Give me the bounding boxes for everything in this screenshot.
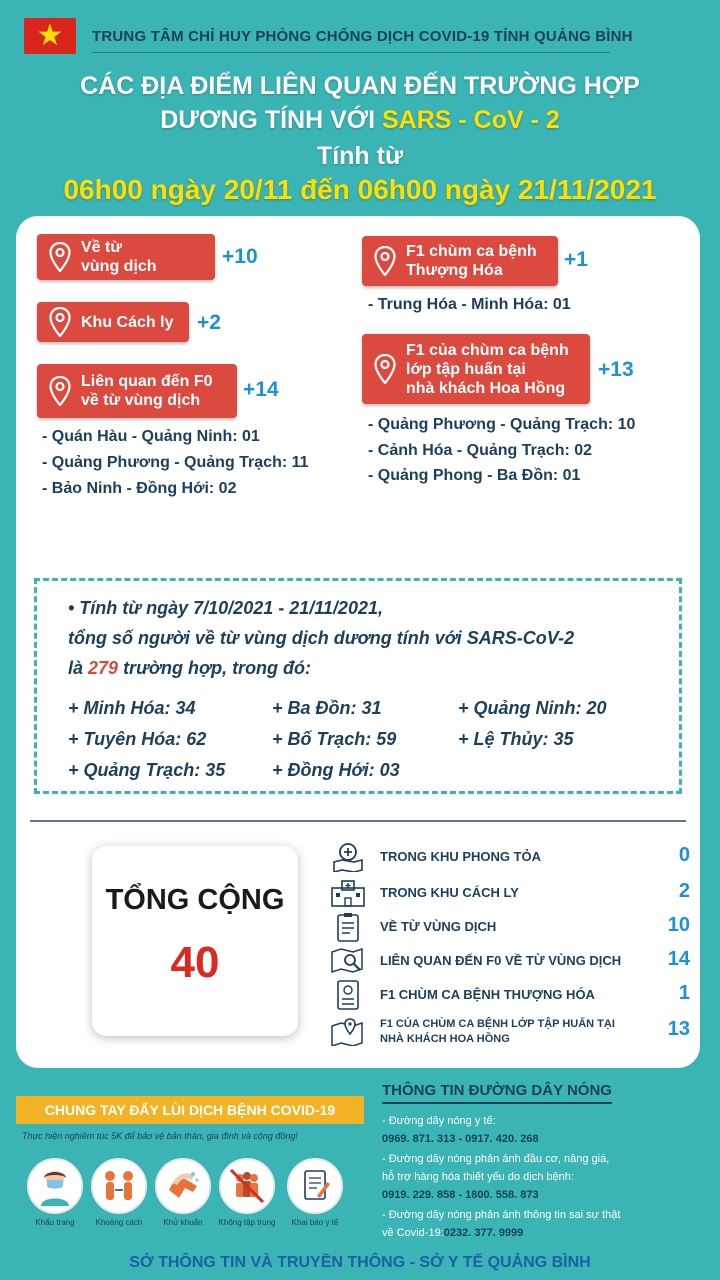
summary-total-value: 279 (88, 658, 119, 678)
health-declaration-icon (295, 1166, 335, 1206)
title-line-3: Tính từ (316, 142, 404, 170)
hotline-title: THÔNG TIN ĐƯỜNG DÂY NÓNG (382, 1082, 612, 1099)
stat-label: F1 CHÙM CA BỆNH THƯỢNG HÓA (380, 987, 595, 1002)
face-mask-icon (35, 1166, 75, 1206)
list-item: - Trung Hóa - Minh Hóa: 01 (368, 296, 571, 313)
district-count: + Minh Hóa: 34 (68, 698, 196, 718)
title-line-1: CÁC ĐỊA ĐIỂM LIÊN QUAN ĐẾN TRƯỜNG HỢP (80, 72, 640, 100)
clipboard-icon (330, 912, 366, 942)
footer: SỞ THÔNG TIN VÀ TRUYỀN THÔNG - SỞ Y TẾ QUẢNG BÌNH (129, 1254, 591, 1271)
tag-label-line1: F1 chùm ca bệnh (406, 243, 537, 260)
stat-value: 13 (667, 1018, 690, 1040)
title-virus-name: SARS - CoV - 2 (381, 106, 560, 134)
distance-icon (99, 1166, 139, 1206)
hotline-text: - Đường dây nóng y tế: (382, 1115, 496, 1127)
location-pin-icon (374, 246, 396, 276)
summary-prefix: là (68, 658, 89, 678)
5k-caption: Khử khuẩn (163, 1218, 203, 1227)
tag-khu-cach-ly (37, 302, 189, 342)
stat-value: 1 (678, 982, 690, 1004)
tag-label-line3: nhà khách Hoa Hồng (406, 379, 566, 397)
hospital-pin-icon (330, 842, 366, 872)
hotline-number: 0919. 229. 858 - 1800. 558. 873 (382, 1189, 539, 1201)
map-pin-icon (330, 1016, 366, 1046)
5k-item-khau-trang (24, 1158, 86, 1227)
stat-row (330, 944, 690, 978)
location-pin-icon (49, 307, 71, 337)
stat-row (330, 876, 690, 910)
5k-caption: Khoảng cách (95, 1218, 143, 1227)
hotline-number: 0232. 377. 9999 (443, 1227, 524, 1239)
summary-suffix: trường hợp, trong đó: (118, 658, 312, 678)
district-count: + Quảng Trạch: 35 (68, 760, 226, 780)
total-value: 40 (170, 938, 220, 987)
stat-value: 10 (667, 914, 690, 936)
hotline-number: 0969. 871. 313 - 0917. 420. 268 (382, 1133, 539, 1145)
5k-caption: Không tập trung (218, 1218, 276, 1227)
stat-label: F1 CỦA CHÙM CA BỆNH LỚP TẬP HUẤN TẠI NHÀ KHÁCH HOA HỒNG (380, 1018, 615, 1045)
location-pin-icon (49, 376, 71, 406)
5k-item-khu-khuan (152, 1158, 214, 1227)
count-f1-hoa-hong: +13 (598, 358, 634, 381)
count-lien-quan-f0: +14 (243, 378, 279, 401)
stat-label: TRONG KHU CÁCH LY (380, 885, 519, 900)
tag-ve-tu-vung-dich (37, 234, 215, 280)
tag-label-line2: lớp tập huấn tại (406, 360, 526, 378)
count-khu-cach-ly: +2 (197, 311, 221, 334)
hotline-text: hỗ trợ hàng hóa thiết yếu do dịch bệnh: (382, 1171, 574, 1183)
stat-label: VỀ TỪ VÙNG DỊCH (380, 919, 497, 934)
total-label: TỔNG CỘNG (105, 884, 285, 916)
tag-label-line2: vùng dịch (81, 258, 157, 275)
hotline-text (382, 1227, 523, 1239)
campaign-subtitle: Thực hiện nghiêm túc 5K để bảo vệ bản thân, gia đình và cộng đồng! (22, 1131, 298, 1141)
organization-name: TRUNG TÂM CHỈ HUY PHÒNG CHỐNG DỊCH COVID-19 TỈNH QUẢNG BÌNH (92, 28, 633, 45)
summary-line-1: • Tính từ ngày 7/10/2021 - 21/11/2021, (68, 598, 383, 618)
list-item: - Bảo Ninh - Đồng Hới: 02 (42, 480, 237, 497)
stat-label: LIÊN QUAN ĐẾN F0 VỀ TỪ VÙNG DỊCH (380, 953, 622, 968)
count-f1-thuong-hoa: +1 (564, 248, 588, 271)
tag-label-line1: Về từ (81, 239, 122, 256)
tag-label-line1: F1 của chùm ca bệnh (406, 341, 569, 359)
5k-item-khai-bao-y-te (284, 1158, 346, 1227)
vietnam-flag (24, 18, 76, 54)
hotline-text: - Đường dây nóng phản ánh thông tin sai sự thật (382, 1209, 621, 1221)
location-pin-icon (374, 354, 396, 384)
stat-row (330, 910, 690, 944)
section-divider (30, 820, 686, 822)
list-item: - Quảng Phương - Quảng Trạch: 11 (42, 454, 309, 471)
district-count: + Ba Đồn: 31 (272, 698, 382, 718)
hotline-text: - Đường dây nóng phản ánh đầu cơ, nâng giá, (382, 1153, 610, 1165)
stat-value: 14 (667, 948, 690, 970)
list-item: - Quảng Phương - Quảng Trạch: 10 (368, 416, 636, 433)
summary-line-3 (68, 658, 311, 679)
count-ve-tu-vung-dich: +10 (222, 245, 258, 268)
campaign-banner: CHUNG TAY ĐẨY LÙI DỊCH BỆNH COVID-19 (16, 1096, 364, 1124)
5k-caption: Khai báo y tế (291, 1218, 339, 1227)
title-line-2-prefix: DƯƠNG TÍNH VỚI (160, 106, 382, 134)
district-count: + Đồng Hới: 03 (272, 760, 400, 780)
stat-row (330, 978, 690, 1012)
title-line-2 (0, 106, 720, 135)
hotline-underline (382, 1102, 612, 1104)
location-pin-icon (49, 242, 71, 272)
tag-f1-thuong-hoa (362, 236, 558, 286)
no-gathering-icon (227, 1166, 267, 1206)
summary-line-2: tổng số người về từ vùng dịch dương tính với SARS-CoV-2 (68, 628, 575, 648)
stat-value: 0 (678, 844, 690, 866)
tag-label-line1: Liên quan đến F0 (81, 373, 213, 390)
5k-caption: Khẩu trang (35, 1218, 75, 1227)
tag-label-line2: về từ vùng dịch (81, 392, 201, 409)
tag-lien-quan-f0 (37, 364, 237, 418)
hand-wash-icon (163, 1166, 203, 1206)
district-count: + Tuyên Hóa: 62 (68, 729, 207, 749)
hospital-building-icon (330, 878, 366, 908)
tag-label: Khu Cách ly (81, 313, 174, 331)
stat-label: TRONG KHU PHONG TỎA (380, 849, 542, 864)
tag-f1-hoa-hong (362, 334, 590, 404)
stat-row (330, 840, 690, 874)
stat-value: 2 (678, 880, 690, 902)
report-period: 06h00 ngày 20/11 đến 06h00 ngày 21/11/2021 (63, 174, 657, 205)
hotline-text-prefix: về Covid-19: (382, 1227, 444, 1239)
5k-item-khong-tap-trung (216, 1158, 278, 1227)
list-item: - Quán Hàu - Quảng Ninh: 01 (42, 428, 260, 445)
star-icon: ★ (36, 19, 64, 52)
header-divider (92, 52, 610, 53)
list-item: - Quảng Phong - Ba Đồn: 01 (368, 467, 581, 484)
district-count: + Lệ Thủy: 35 (458, 729, 574, 749)
district-count: + Quảng Ninh: 20 (458, 698, 607, 718)
list-item: - Cảnh Hóa - Quảng Trạch: 02 (368, 442, 593, 459)
search-map-icon (330, 946, 366, 976)
5k-item-khoang-cach (88, 1158, 150, 1227)
total-box (92, 846, 298, 1036)
district-count: + Bố Trạch: 59 (272, 729, 397, 749)
stat-row (330, 1014, 690, 1048)
document-icon (330, 980, 366, 1010)
tag-label-line2: Thượng Hóa (406, 262, 503, 279)
